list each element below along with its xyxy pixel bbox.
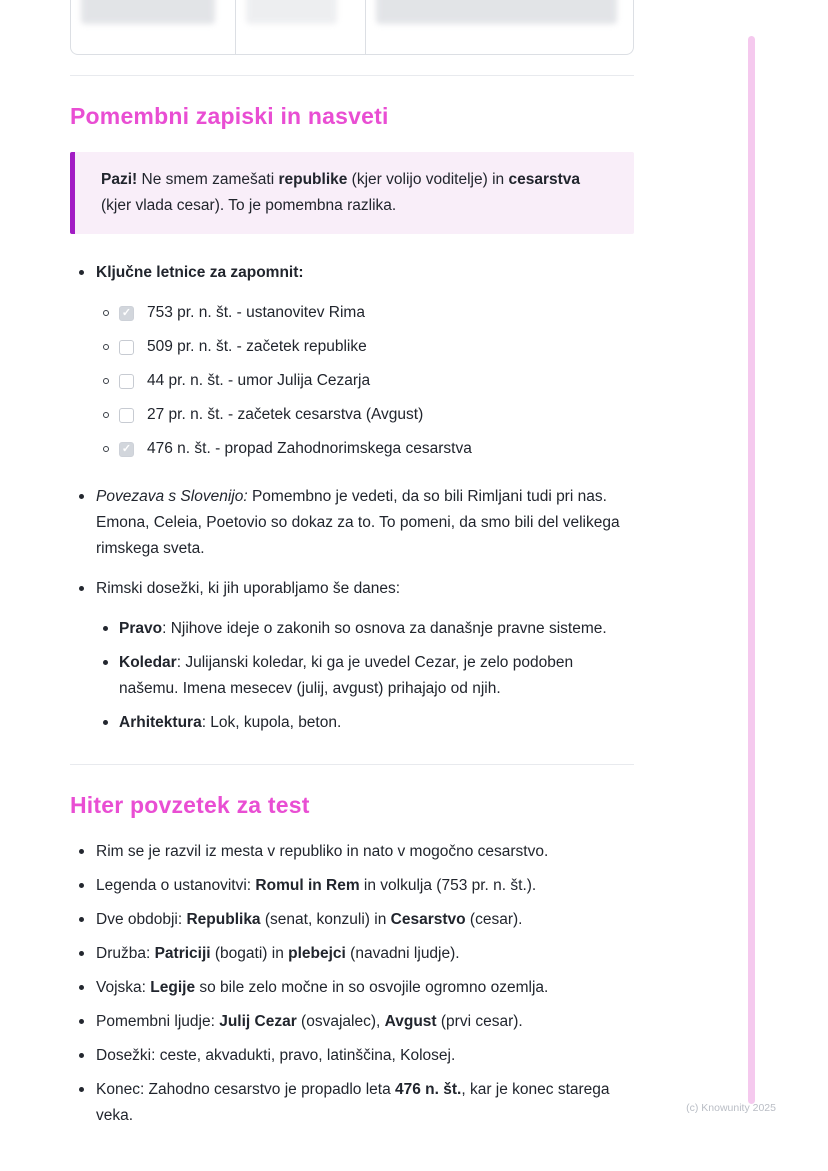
section-divider: [70, 764, 634, 765]
list-item: [70, 1043, 634, 1069]
list-item: [70, 839, 634, 865]
section-divider: [70, 75, 634, 76]
bullet-icon: [103, 720, 108, 725]
summary-item-text: Družba: Patriciji (bogati) in plebejci (navadni ljudje).: [96, 945, 460, 962]
list-item-achievements: [70, 576, 634, 744]
achievement-text: Arhitektura: Lok, kupola, beton.: [119, 714, 342, 731]
summary-item-text: Vojska: Legije so bile zelo močne in so osvojile ogromno ozemlja.: [96, 979, 549, 996]
todo-label: 753 pr. n. št. - ustanovitev Rima: [147, 304, 365, 321]
checkbox[interactable]: [119, 340, 134, 355]
notes-list: [70, 260, 634, 744]
list-item-body: [96, 576, 634, 744]
circle-bullet-icon: [103, 378, 109, 384]
key-dates-label: Ključne letnice za zapomnit:: [96, 264, 304, 281]
bullet-icon: [79, 883, 84, 888]
bullet-icon: [79, 586, 84, 591]
circle-bullet-icon: [103, 344, 109, 350]
bullet-icon: [79, 494, 84, 499]
bullet-icon: [103, 660, 108, 665]
bullet-icon: [103, 626, 108, 631]
bullet-icon: [79, 270, 84, 275]
list-item: [70, 941, 634, 967]
achievements-sublist: [96, 616, 634, 736]
circle-bullet-icon: [103, 446, 109, 452]
summary-list: [70, 839, 634, 1129]
checkbox[interactable]: [119, 442, 134, 457]
achievement-text: Koledar: Julijanski koledar, ki ga je uvedel Cezar, je zelo podoben našemu. Imena mesecev (julij, avgust) prihajajo od njih.: [119, 654, 574, 697]
summary-item-text: Pomembni ljudje: Julij Cezar (osvajalec), Avgust (prvi cesar).: [96, 1013, 523, 1030]
list-item: [70, 1009, 634, 1035]
todo-item: [96, 334, 634, 360]
circle-bullet-icon: [103, 412, 109, 418]
bullet-icon: [79, 1053, 84, 1058]
slovenia-paragraph: Povezava s Slovenijo: Pomembno je vedeti, da so bili Rimljani tudi pri nas. Emona, Celeia, Poetovio so dokaz za to. To pomeni, da smo bili del velikega rimskega sveta.: [96, 488, 620, 557]
achievements-label: Rimski dosežki, ki jih uporabljamo še danes:: [96, 580, 401, 597]
table-cell: [366, 0, 633, 54]
copyright-notice: (c) Knowunity 2025: [686, 1102, 776, 1114]
blurred-cell-content: [376, 0, 617, 24]
summary-item-text: Konec: Zahodno cesarstvo je propadlo leta 476 n. št., kar je konec starega veka.: [96, 1081, 610, 1124]
blurred-cell-content: [246, 0, 337, 24]
warning-callout: [70, 152, 634, 234]
todo-label: 44 pr. n. št. - umor Julija Cezarja: [147, 372, 371, 389]
bullet-icon: [79, 849, 84, 854]
checkbox[interactable]: [119, 408, 134, 423]
bullet-icon: [79, 1019, 84, 1024]
vertical-accent-bar: [748, 36, 755, 1104]
todo-item: [96, 436, 634, 462]
list-item-body: [96, 260, 634, 470]
list-item: [96, 710, 634, 736]
summary-section-title: Hiter povzetek za test: [70, 792, 310, 818]
bullet-icon: [79, 1087, 84, 1092]
notes-section-title: Pomembni zapiski in nasveti: [70, 103, 389, 129]
list-item-slovenia: [70, 484, 634, 562]
list-item: [70, 975, 634, 1001]
todo-label: 27 pr. n. št. - začetek cesarstva (Avgust): [147, 406, 424, 423]
table-cell: [71, 0, 236, 54]
achievement-text: Pravo: Njihove ideje o zakonih so osnova za današnje pravne sisteme.: [119, 620, 607, 637]
list-item: [96, 650, 634, 702]
bullet-icon: [79, 917, 84, 922]
summary-item-text: Dve obdobji: Republika (senat, konzuli) in Cesarstvo (cesar).: [96, 911, 523, 928]
checkbox[interactable]: [119, 374, 134, 389]
todo-checklist: [96, 300, 634, 462]
todo-item: [96, 300, 634, 326]
summary-item-text: Dosežki: ceste, akvadukti, pravo, latinščina, Kolosej.: [96, 1047, 456, 1064]
list-item: [70, 907, 634, 933]
checkbox[interactable]: [119, 306, 134, 321]
callout-text: Pazi! Ne smem zamešati republike (kjer volijo voditelje) in cesarstva (kjer vlada cesar). To je pomembna razlika.: [101, 171, 581, 214]
table-cell: [236, 0, 366, 54]
bullet-icon: [79, 985, 84, 990]
blurred-cell-content: [81, 0, 215, 24]
document-content: [70, 0, 634, 1137]
table-fragment: [70, 0, 634, 55]
list-item: [96, 616, 634, 642]
todo-item: [96, 402, 634, 428]
bullet-icon: [79, 951, 84, 956]
summary-item-text: Rim se je razvil iz mesta v republiko in nato v mogočno cesarstvo.: [96, 843, 549, 860]
todo-item: [96, 368, 634, 394]
circle-bullet-icon: [103, 310, 109, 316]
todo-label: 476 n. št. - propad Zahodnorimskega cesarstva: [147, 440, 472, 457]
list-item: [70, 873, 634, 899]
list-item: [70, 1077, 634, 1129]
summary-item-text: Legenda o ustanovitvi: Romul in Rem in volkulja (753 pr. n. št.).: [96, 877, 537, 894]
todo-label: 509 pr. n. št. - začetek republike: [147, 338, 367, 355]
list-item-key-dates: [70, 260, 634, 470]
